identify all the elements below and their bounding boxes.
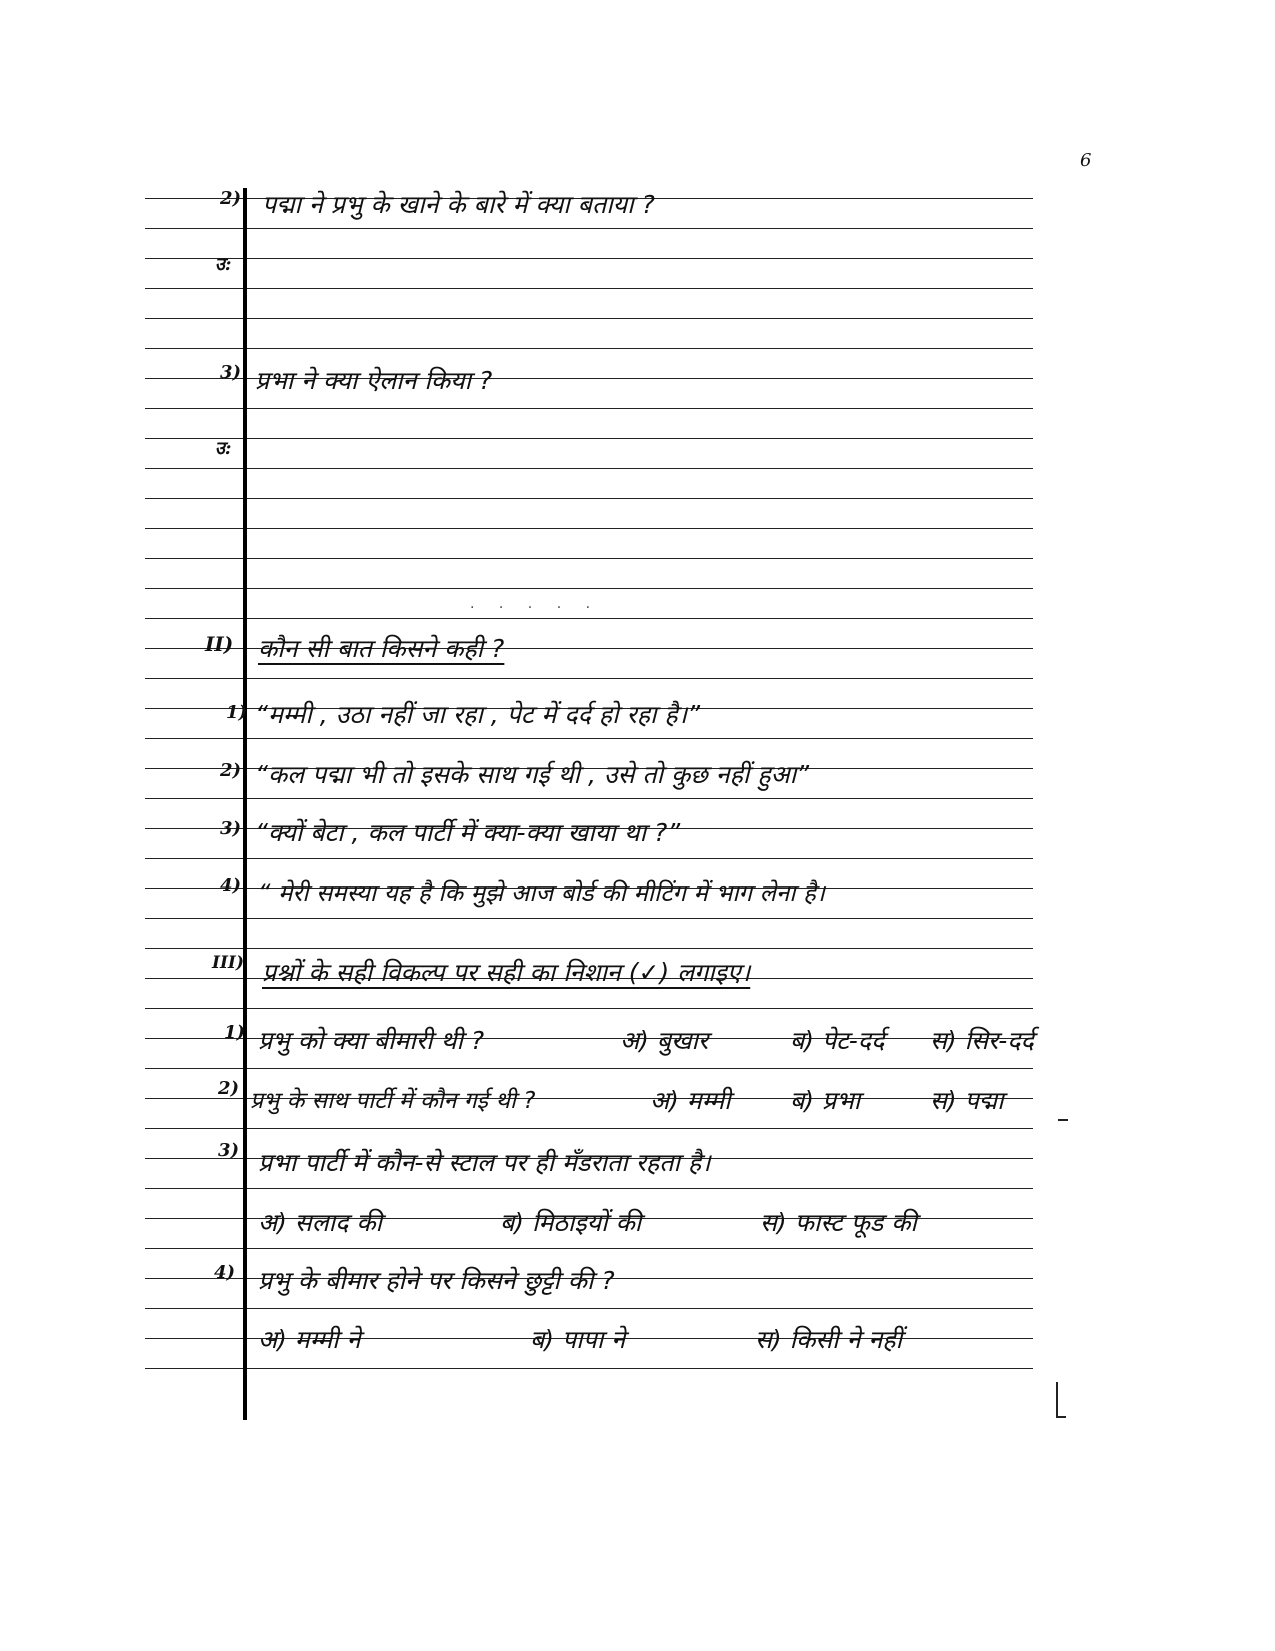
option-a: अ) मम्मी: [650, 1086, 731, 1115]
option-c: स) सिर-दर्द: [930, 1026, 1034, 1055]
ruled-line: [145, 1068, 1033, 1069]
section-numeral: III): [212, 953, 244, 973]
option-b: ब) मिठाइयों की: [500, 1208, 642, 1237]
answer-label: उ:: [215, 438, 232, 459]
ruled-line: [145, 318, 1033, 319]
ruled-line: [145, 1128, 1033, 1129]
ruled-line: [145, 498, 1033, 499]
option-c: स) फास्ट फूड की: [760, 1208, 917, 1237]
ruled-line: [145, 408, 1033, 409]
option-a: अ) बुखार: [620, 1026, 709, 1055]
quote-item: “कल पद्मा भी तो इसके साथ गई थी , उसे तो कुछ नहीं हुआ”: [255, 760, 810, 789]
question-number: 2): [218, 1078, 240, 1099]
ruled-line: [145, 1248, 1033, 1249]
ruled-line: [145, 588, 1033, 589]
option-a: अ) मम्मी ने: [258, 1325, 361, 1354]
option-a: अ) सलाद की: [258, 1208, 383, 1237]
ruled-line: [145, 348, 1033, 349]
item-number: 4): [220, 875, 242, 896]
option-c: स) किसी ने नहीं: [755, 1325, 903, 1354]
edge-dash: [1058, 1119, 1068, 1121]
question-number: 4): [214, 1262, 236, 1283]
question-text: प्रभु के साथ पार्टी में कौन गई थी ?: [250, 1088, 536, 1114]
question-text: प्रभा ने क्या ऐलान किया ?: [255, 366, 493, 395]
ruled-line: [145, 258, 1033, 259]
answer-label: उ:: [215, 254, 232, 275]
ruled-line: [145, 1188, 1033, 1189]
ruled-line: [145, 738, 1033, 739]
ruled-line: [145, 228, 1033, 229]
option-c: स) पद्मा: [930, 1086, 1004, 1115]
ruled-line: [145, 1308, 1033, 1309]
edge-bracket: [1056, 1382, 1058, 1418]
ruled-line: [145, 948, 1033, 949]
quote-item: “क्यों बेटा , कल पार्टी में क्या-क्या खाया था ?”: [255, 818, 681, 847]
ruled-line: [145, 288, 1033, 289]
margin-line: [243, 188, 247, 1420]
question-text: प्रभु के बीमार होने पर किसने छुट्टी की ?: [258, 1266, 615, 1295]
option-b: ब) प्रभा: [790, 1086, 861, 1115]
ruled-line: [145, 618, 1033, 619]
quote-item: “मम्मी , उठा नहीं जा रहा , पेट में दर्द हो रहा है।”: [255, 700, 701, 729]
page-number: 6: [1080, 150, 1092, 171]
ruled-line: [145, 1368, 1033, 1369]
faint-marks: . . . . .: [470, 596, 601, 612]
ruled-line: [145, 918, 1033, 919]
ruled-line: [145, 558, 1033, 559]
option-b: ब) पापा ने: [530, 1325, 626, 1354]
question-text: प्रभा पार्टी में कौन-से स्टाल पर ही मँडराता रहता है।: [258, 1148, 711, 1177]
section-heading: कौन सी बात किसने कही ?: [258, 634, 505, 663]
edge-bracket: [1056, 1416, 1066, 1418]
question-number: 3): [218, 1140, 240, 1161]
question-text: प्रभु को क्या बीमारी थी ?: [258, 1026, 485, 1055]
ruled-line: [145, 858, 1033, 859]
question-number: 3): [220, 362, 242, 383]
section-heading: प्रश्नों के सही विकल्प पर सही का निशान (✓) लगाइए।: [262, 958, 751, 987]
item-number: 3): [220, 818, 242, 839]
ruled-line: [145, 798, 1033, 799]
ruled-line: [145, 438, 1033, 439]
ruled-line: [145, 1008, 1033, 1009]
quote-item: “ मेरी समस्या यह है कि मुझे आज बोर्ड की मीटिंग में भाग लेना है।: [258, 879, 825, 907]
question-number: 1): [224, 1022, 246, 1043]
item-number: 2): [220, 760, 242, 781]
ruled-line: [145, 678, 1033, 679]
section-numeral: II): [205, 632, 234, 656]
item-number: 1): [226, 702, 248, 723]
ruled-line: [145, 468, 1033, 469]
question-number: 2): [220, 188, 242, 209]
ruled-line: [145, 528, 1033, 529]
question-text: पद्मा ने प्रभु के खाने के बारे में क्या बताया ?: [262, 190, 655, 219]
option-b: ब) पेट-दर्द: [790, 1026, 885, 1055]
